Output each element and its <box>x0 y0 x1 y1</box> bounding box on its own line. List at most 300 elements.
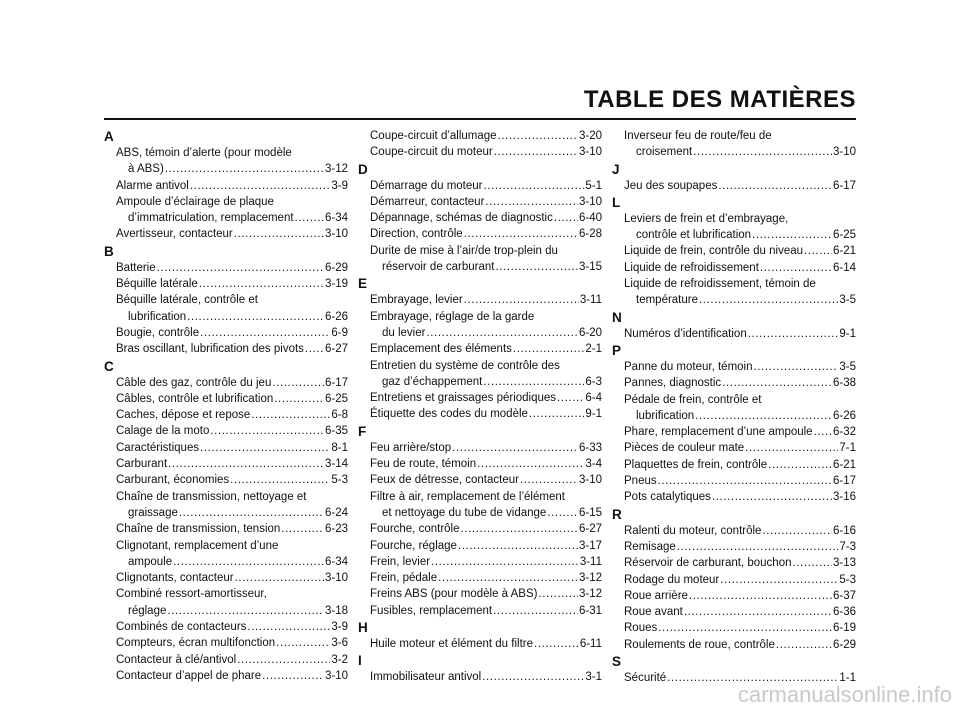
index-entry <box>358 194 602 210</box>
index-entry <box>612 359 856 375</box>
index-page-number: 6-9 <box>331 326 348 339</box>
index-entry-row <box>358 128 602 144</box>
index-entry-row <box>612 457 856 473</box>
index-entry <box>612 620 856 636</box>
index-entry-text: Alarme antivol <box>116 179 189 192</box>
index-entry-text: ABS, témoin d’alerte (pour modèle <box>116 147 292 159</box>
index-entry-row <box>358 259 602 275</box>
index-entry-text: Batterie <box>116 261 156 274</box>
index-entry-text: Pneus <box>624 475 657 488</box>
index-entry-text: Leviers de frein et d’embrayage, <box>624 212 789 225</box>
index-entry-text: Béquille latérale <box>116 278 198 291</box>
index-entry-row <box>358 210 602 226</box>
dot-leader <box>483 374 584 390</box>
dot-leader <box>251 407 330 423</box>
index-page-number: 9-1 <box>839 327 856 340</box>
index-entry-row <box>612 588 856 604</box>
dot-leader <box>658 473 832 489</box>
index-page-number: 6-29 <box>832 638 856 651</box>
dot-leader <box>720 572 838 588</box>
index-letter-heading: J <box>612 161 620 177</box>
index-page-number: 3-15 <box>578 261 602 274</box>
index-column-right <box>612 128 856 686</box>
index-entry-text: Caractéristiques <box>116 441 200 454</box>
index-entry-row <box>104 260 348 276</box>
index-page-number: 3-10 <box>578 474 602 487</box>
index-entry <box>358 406 602 422</box>
index-page-number: 6-28 <box>578 228 602 241</box>
index-entry-text: Pédale de frein, contrôle et <box>624 393 762 406</box>
index-letter-heading: I <box>358 653 362 669</box>
dot-leader <box>276 635 330 651</box>
index-entry-row <box>104 276 348 292</box>
index-entry-row <box>612 489 856 505</box>
index-entry-text: Entretiens et graissages périodiques <box>370 392 557 405</box>
dot-leader <box>554 210 578 226</box>
dot-leader <box>281 521 324 537</box>
index-entry-row <box>104 668 348 684</box>
index-page-number: 3-10 <box>832 146 856 159</box>
index-entry-text: Câble des gaz, contrôle du jeu <box>116 376 272 389</box>
index-entry-row <box>104 505 348 521</box>
index-entry-text: Inverseur feu de route/feu de <box>624 130 772 142</box>
dot-leader <box>538 586 578 602</box>
index-entry <box>104 652 348 668</box>
dot-leader <box>452 440 578 456</box>
dot-leader <box>235 570 324 586</box>
index-entry-text: Fusibles, remplacement <box>370 604 493 617</box>
index-letter-heading: H <box>358 620 368 636</box>
index-page-number: 3-20 <box>578 130 602 142</box>
dot-leader <box>814 424 832 440</box>
index-page-number: 3-1 <box>585 671 602 684</box>
index-page-number: 3-10 <box>578 195 602 208</box>
index-entry-row <box>612 620 856 636</box>
index-entry-row <box>358 636 602 652</box>
index-page-number: 3-4 <box>585 458 602 471</box>
index-entry <box>612 260 856 276</box>
index-entry <box>358 554 602 570</box>
dot-leader <box>305 341 324 357</box>
dot-leader <box>520 472 578 488</box>
index-page-number: 6-38 <box>832 377 856 390</box>
index-entry-text: Feu arrière/stop <box>370 441 452 454</box>
index-page-number: 6-36 <box>832 606 856 619</box>
index-page-number: 3-12 <box>578 588 602 601</box>
dot-leader <box>748 326 839 342</box>
index-entry <box>358 128 602 144</box>
index-entry-text: contrôle et lubrification <box>636 229 752 242</box>
index-entry-row <box>358 390 602 406</box>
index-page-number: 5-3 <box>839 573 856 586</box>
index-entry-row <box>612 637 856 653</box>
index-entry-text: Jeu des soupapes <box>624 179 718 192</box>
index-entry-row <box>104 178 348 194</box>
dot-leader <box>477 456 584 472</box>
index-entry <box>612 489 856 505</box>
index-entry-text: Immobilisateur antivol <box>370 671 482 684</box>
index-letter-heading: C <box>104 358 114 374</box>
index-letter-heading: P <box>612 342 622 358</box>
dot-leader <box>484 178 585 194</box>
watermark: carmanualsonline.info <box>737 682 952 707</box>
dot-leader <box>168 456 324 472</box>
index-entry-text: croisement <box>636 146 693 159</box>
dot-leader <box>274 391 324 407</box>
dot-leader <box>295 210 324 226</box>
dot-leader <box>498 128 578 144</box>
index-entry-row <box>358 341 602 357</box>
index-letter-heading: D <box>358 161 368 177</box>
index-entry-row <box>612 260 856 276</box>
index-entry-text: Pannes, diagnostic <box>624 377 722 390</box>
index-entry-text: Contacteur d’appel de phare <box>116 669 262 682</box>
index-entry-text: Carburant, économies <box>116 474 230 487</box>
dot-leader <box>461 521 578 537</box>
dot-leader <box>210 423 324 439</box>
dot-leader <box>557 390 584 406</box>
index-page-number: 7-1 <box>839 442 856 455</box>
index-entry-text: réglage <box>128 604 167 617</box>
dot-leader <box>234 226 324 242</box>
title-rule <box>104 118 856 120</box>
index-entry-text: Durite de mise à l’air/de trop-plein du <box>370 244 558 257</box>
index-entry <box>104 375 348 391</box>
index-entry-text: Filtre à air, remplacement de l’élément <box>370 490 565 503</box>
index-entry-row <box>612 555 856 571</box>
index-entry-row <box>104 226 348 242</box>
index-entry-row <box>612 178 856 194</box>
index-entry-text: Direction, contrôle <box>370 228 463 241</box>
index-entry <box>612 326 856 342</box>
index-entry-text: Emplacement des éléments <box>370 343 512 356</box>
index-entry-row <box>104 391 348 407</box>
index-entry <box>104 586 348 619</box>
index-entry-row <box>104 603 348 619</box>
dot-leader <box>262 668 324 684</box>
index-entry-text: Béquille latérale, contrôle et <box>116 294 258 307</box>
index-entry-text: Frein, pédale <box>370 572 438 585</box>
index-page-number: 3-14 <box>324 458 348 471</box>
index-page-number: 6-26 <box>832 409 856 422</box>
index-entry-text: Liquide de refroidissement, témoin de <box>624 278 816 291</box>
index-column-left <box>104 128 348 684</box>
index-entry-row <box>612 227 856 243</box>
index-entry <box>612 424 856 440</box>
index-entry <box>358 570 602 586</box>
dot-leader <box>464 226 578 242</box>
dot-leader <box>689 588 832 604</box>
index-entry <box>104 423 348 439</box>
index-page-number: 6-27 <box>324 343 348 356</box>
index-entry <box>612 440 856 456</box>
index-entry-row <box>358 505 602 521</box>
index-entry-row <box>358 570 602 586</box>
dot-leader <box>167 603 324 619</box>
index-entry-row <box>104 423 348 439</box>
dot-leader <box>712 489 832 505</box>
index-entry-text: Remisage <box>624 540 676 553</box>
index-entry <box>612 604 856 620</box>
index-entry-text: Câbles, contrôle et lubrification <box>116 392 274 405</box>
index-entry <box>358 341 602 357</box>
index-entry-row <box>104 341 348 357</box>
dot-leader <box>693 144 832 160</box>
dot-leader <box>237 652 330 668</box>
index-entry-text: Ampoule d’éclairage de plaque <box>116 195 274 208</box>
dot-leader <box>793 555 832 571</box>
dot-leader <box>493 603 578 619</box>
index-entry-text: Embrayage, levier <box>370 294 463 307</box>
index-entry-row <box>104 375 348 391</box>
index-page-number: 5-3 <box>331 474 348 487</box>
dot-leader <box>173 554 324 570</box>
index-page-number: 2-1 <box>585 343 602 356</box>
index-entry-text: Feu de route, témoin <box>370 458 477 471</box>
index-page-number: 6-37 <box>832 589 856 602</box>
dot-leader <box>494 144 578 160</box>
index-entry-text: Bougie, contrôle <box>116 326 200 339</box>
index-entry-text: d’immatriculation, remplacement <box>128 212 294 225</box>
dot-leader <box>496 259 578 275</box>
index-entry-row <box>104 161 348 177</box>
index-entry-row <box>104 309 348 325</box>
index-entry-text: Coupe-circuit du moteur <box>370 146 493 159</box>
dot-leader <box>745 440 838 456</box>
index-entry-row <box>104 407 348 423</box>
index-entry-text: Sécurité <box>624 672 667 685</box>
index-entry-text: Liquide de frein, contrôle du niveau <box>624 245 804 258</box>
index-entry-text: Fourche, réglage <box>370 539 457 552</box>
index-entry-row <box>104 325 348 341</box>
index-entry <box>358 292 602 308</box>
index-entry <box>104 276 348 292</box>
index-page-number: 6-34 <box>324 212 348 225</box>
index-page-number: 6-11 <box>579 638 602 651</box>
index-entry-text: Calage de la moto <box>116 425 210 438</box>
index-page-number: 6-34 <box>324 555 348 568</box>
index-entry-row <box>358 226 602 242</box>
index-entry <box>612 392 856 425</box>
index-page-number: 1-1 <box>839 672 856 685</box>
index-entry-text: graissage <box>128 506 178 519</box>
index-page-number: 3-9 <box>331 621 348 634</box>
index-entry-row <box>612 359 856 375</box>
index-entry <box>358 144 602 160</box>
index-entry-row <box>612 326 856 342</box>
index-column-middle <box>358 128 602 686</box>
index-entry-text: Pièces de couleur mate <box>624 442 745 455</box>
index-entry <box>612 523 856 539</box>
index-entry <box>104 292 348 325</box>
index-page-number: 6-31 <box>578 604 602 617</box>
index-entry-row <box>612 440 856 456</box>
index-entry <box>104 341 348 357</box>
index-entry <box>104 570 348 586</box>
dot-leader <box>718 178 832 194</box>
index-page-number: 3-13 <box>832 557 856 570</box>
index-entry-text: Compteurs, écran multifonction <box>116 637 276 650</box>
index-entry <box>612 211 856 244</box>
index-entry-row <box>612 424 856 440</box>
index-page-number: 3-17 <box>578 539 602 552</box>
index-entry <box>358 440 602 456</box>
index-page-number: 6-33 <box>578 441 602 454</box>
index-entry <box>612 128 856 161</box>
index-entry-row <box>104 619 348 635</box>
dot-leader <box>230 472 330 488</box>
index-page-number: 3-18 <box>324 604 348 617</box>
index-entry-row <box>358 194 602 210</box>
index-page-number: 6-21 <box>832 458 856 471</box>
index-entry <box>612 555 856 571</box>
index-entry-text: Dépannage, schémas de diagnostic <box>370 212 553 225</box>
dot-leader <box>762 523 832 539</box>
index-page-number: 9-1 <box>585 408 602 421</box>
index-entry-row <box>358 669 602 685</box>
index-entry-text: Carburant <box>116 458 168 471</box>
index-entry-row <box>358 521 602 537</box>
dot-leader <box>272 375 324 391</box>
index-page-number: 3-10 <box>324 228 348 241</box>
index-entry-row <box>612 539 856 555</box>
index-page-number: 6-3 <box>585 375 602 388</box>
index-entry-row <box>104 472 348 488</box>
index-entry-row <box>612 375 856 391</box>
index-entry-text: Plaquettes de frein, contrôle <box>624 458 768 471</box>
index-entry-row <box>358 292 602 308</box>
index-entry <box>358 358 602 391</box>
dot-leader <box>752 227 832 243</box>
index-entry <box>104 521 348 537</box>
index-page-number: 3-9 <box>331 179 348 192</box>
index-entry-row <box>358 178 602 194</box>
index-page-number: 5-1 <box>585 179 602 192</box>
index-entry-row <box>358 325 602 341</box>
index-entry-text: Liquide de refroidissement <box>624 261 759 274</box>
index-page-number: 6-14 <box>832 261 856 274</box>
index-entry-text: Embrayage, réglage de la garde <box>370 310 535 323</box>
index-entry-text: Huile moteur et élément du filtre <box>370 638 533 651</box>
index-entry <box>104 538 348 571</box>
index-letter-heading: B <box>104 243 114 259</box>
index-entry-text: réservoir de carburant <box>382 261 495 274</box>
index-entry <box>104 472 348 488</box>
index-entry-row <box>358 456 602 472</box>
index-entry-text: Chaîne de transmission, nettoyage et <box>116 490 307 503</box>
index-entry-row <box>358 586 602 602</box>
dot-leader <box>699 292 838 308</box>
index-entry-row <box>104 554 348 570</box>
index-entry-text: Feux de détresse, contacteur <box>370 474 519 487</box>
index-entry-row <box>104 652 348 668</box>
index-entry <box>612 572 856 588</box>
dot-leader <box>658 620 832 636</box>
index-entry-text: Panne du moteur, témoin <box>624 360 753 373</box>
index-letter-heading: E <box>358 276 368 292</box>
index-page-number: 3-12 <box>324 163 348 176</box>
index-entry <box>358 309 602 342</box>
index-entry-row <box>358 374 602 390</box>
dot-leader <box>677 539 839 555</box>
index-page-number: 3-6 <box>331 637 348 650</box>
index-page-number: 3-10 <box>324 572 348 585</box>
dot-leader <box>157 260 324 276</box>
index-entry <box>104 456 348 472</box>
index-entry-text: Coupe-circuit d’allumage <box>370 130 497 142</box>
index-entry <box>358 669 602 685</box>
index-entry-row <box>612 473 856 489</box>
index-entry <box>104 440 348 456</box>
index-entry-text: lubrification <box>128 310 187 323</box>
index-entry <box>358 178 602 194</box>
dot-leader <box>695 408 832 424</box>
index-entry-text: Clignotant, remplacement d’une <box>116 539 279 552</box>
index-page-number: 6-29 <box>324 261 348 274</box>
index-entry-row <box>358 554 602 570</box>
index-page-number: 3-11 <box>579 294 602 307</box>
index-entry <box>358 456 602 472</box>
dot-leader <box>247 619 330 635</box>
index-entry <box>358 586 602 602</box>
index-page-number: 3-11 <box>579 555 602 568</box>
index-entry-text: Pots catalytiques <box>624 491 711 504</box>
dot-leader <box>684 604 832 620</box>
index-entry-text: Freins ABS (pour modèle à ABS) <box>370 588 538 601</box>
index-entry <box>612 473 856 489</box>
dot-leader <box>165 161 324 177</box>
dot-leader <box>547 505 578 521</box>
dot-leader <box>760 260 832 276</box>
dot-leader <box>722 375 832 391</box>
dot-leader <box>187 309 324 325</box>
index-page-number: 6-17 <box>832 475 856 488</box>
index-page-number: 3-10 <box>324 669 348 682</box>
index-page-number: 6-35 <box>324 425 348 438</box>
dot-leader <box>200 325 330 341</box>
index-entry <box>612 539 856 555</box>
index-entry <box>358 472 602 488</box>
index-entry <box>612 276 856 309</box>
dot-leader <box>190 178 331 194</box>
index-page-number: 6-17 <box>832 179 856 192</box>
index-entry-row <box>612 144 856 160</box>
index-entry-text: température <box>636 294 699 307</box>
index-page-number: 3-16 <box>832 491 856 504</box>
index-entry-text: Combinés de contacteurs <box>116 621 247 634</box>
dot-leader <box>485 194 578 210</box>
dot-leader <box>464 292 579 308</box>
index-letter-heading: L <box>612 194 621 210</box>
index-entry-row <box>612 292 856 308</box>
index-entry-text: Rodage du moteur <box>624 573 720 586</box>
index-entry <box>104 325 348 341</box>
index-entry-text: Ralenti du moteur, contrôle <box>624 524 762 537</box>
index-entry <box>104 619 348 635</box>
index-entry-text: Réservoir de carburant, bouchon <box>624 557 792 570</box>
index-entry-row <box>104 440 348 456</box>
index-entry-text: Clignotants, contacteur <box>116 572 234 585</box>
index-entry-text: à ABS) <box>128 163 164 176</box>
index-entry-text: ampoule <box>128 555 173 568</box>
index-entry <box>104 391 348 407</box>
index-entry <box>104 178 348 194</box>
dot-leader <box>534 636 579 652</box>
index-letter-heading: R <box>612 506 622 522</box>
index-entry-text: lubrification <box>636 409 695 422</box>
index-page-number: 6-25 <box>324 392 348 405</box>
index-entry-text: Avertisseur, contacteur <box>116 228 233 241</box>
